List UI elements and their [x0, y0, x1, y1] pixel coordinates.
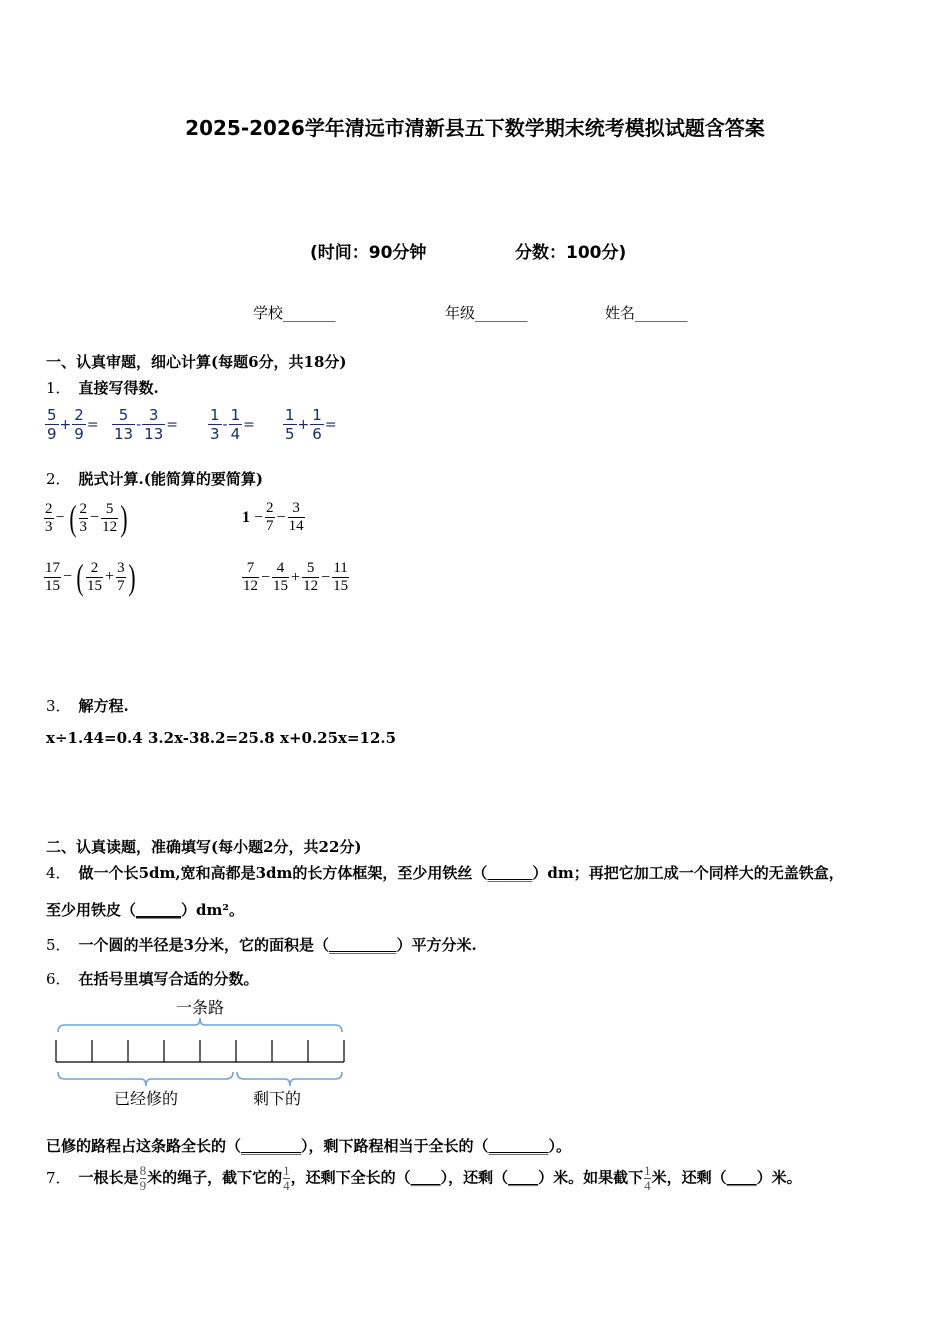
- q1-item-3-eq: =: [243, 416, 255, 433]
- q3-number: 3．: [46, 697, 71, 715]
- q2-text: 脱式计算.(能简算的要简算): [78, 470, 263, 488]
- q1-item-1-eq: =: [86, 416, 99, 433]
- exam-score: 分数：100分): [515, 243, 627, 263]
- road-segments: [56, 1040, 344, 1062]
- top-brace: [58, 1018, 342, 1032]
- q7-frac-1: $\frac{8}{9}$: [139, 1163, 147, 1193]
- q1-item-4: [283, 406, 338, 443]
- q7-blank-2[interactable]: ____: [508, 1168, 539, 1187]
- section1-heading: 一、认真审题，细心计算(每题6分，共18分): [46, 353, 347, 371]
- q1-item-4-frac-b: $\frac{1}{6}$: [312, 406, 322, 443]
- page-title: 2025-2026学年清远市清新县五下数学期末统考模拟试题含答案: [185, 116, 765, 140]
- q1-item-2-frac-b: $\frac{3}{13}$: [144, 406, 164, 443]
- q4-line-2: 至少用铁皮（______）dm²。: [46, 901, 244, 919]
- q1-number: 1．: [46, 379, 71, 397]
- road-done-label: 已经修的: [113, 1089, 179, 1108]
- road-total-label: 一条路: [175, 998, 225, 1017]
- q1-item-1-frac-a: $\frac{5}{9}$: [47, 406, 57, 443]
- q1-item-2-eq: =: [166, 416, 178, 433]
- q1-item-2-op: -: [136, 416, 142, 433]
- q2-expr-4: $\frac{7}{12}$ − $\frac{4}{15}$ + $\frac{5}{12}$ − $\frac{11}{15}$: [243, 560, 349, 594]
- q3-text: 解方程.: [78, 697, 129, 715]
- q2-expr-3: $\frac{17}{15}$ − ( $\frac{2}{15}$ + $\frac{3}{7}$ ): [45, 557, 136, 597]
- q1-item-3-frac-b: $\frac{1}{4}$: [230, 406, 241, 443]
- q3-equation-2: 3.2x-38.2=25.8: [148, 729, 275, 747]
- q4-blank-1[interactable]: ______: [487, 864, 533, 882]
- q6-blank-1[interactable]: ________: [241, 1137, 302, 1155]
- q4-line-1: 4． 做一个长5dm,宽和高都是3dm的长方体框架，至少用铁丝（______）dm；再把它加工成一个同样大的无盖铁盒，: [46, 864, 844, 882]
- q7-number: 7．: [46, 1168, 71, 1187]
- q1-item-2: [112, 406, 179, 443]
- q1-item-3: [208, 406, 256, 443]
- q5-line: 5． 一个圆的半径是3分米，它的面积是（_________）平方分米.: [46, 936, 477, 954]
- grade-field: 年级_______: [445, 304, 528, 322]
- q2-title: [46, 468, 263, 489]
- q2-number: 2．: [46, 470, 71, 488]
- q1-item-1-op: +: [59, 416, 72, 433]
- section2-heading: 二、认真读题，准确填写(每小题2分，共22分): [46, 838, 362, 856]
- q1-title: [46, 377, 159, 398]
- q5-blank[interactable]: _________: [329, 936, 397, 954]
- q7-blank-1[interactable]: ____: [410, 1168, 441, 1187]
- q6-title: [46, 968, 259, 989]
- q7-frac-2: $\frac{1}{4}$: [283, 1163, 290, 1193]
- q1-item-3-frac-a: $\frac{1}{3}$: [210, 406, 220, 443]
- q1-item-1-frac-b: $\frac{2}{9}$: [74, 406, 84, 443]
- q7-blank-3[interactable]: ____: [726, 1168, 757, 1187]
- q6-answer-line: 已修的路程占这条路全长的（________），剩下路程相当于全长的（________）。: [46, 1137, 572, 1155]
- q3-title: [46, 695, 129, 716]
- q7-line: 7． 一根长是 $\frac{8}{9}$ 米的绳子，截下它的 $\frac{1}{4}$ ，还剩下全长的（____），还剩（____）米。如果截下 $\frac{1}{4}$ 米，还剩（____）米。: [46, 1163, 802, 1193]
- q1-item-4-eq: =: [324, 416, 337, 433]
- q1-item-4-frac-a: $\frac{1}{5}$: [285, 406, 295, 443]
- name-field: 姓名_______: [605, 304, 688, 322]
- done-brace: [58, 1072, 233, 1086]
- q5-number: 5．: [46, 936, 71, 954]
- q2-expr-2: 1 − $\frac{2}{7}$ − $\frac{3}{14}$: [242, 500, 304, 534]
- q4-number: 4．: [46, 864, 71, 882]
- q2-expr-1: $\frac{2}{3}$ − ( $\frac{2}{3}$ − $\frac{5}{12}$ ): [45, 498, 128, 538]
- q7-frac-3: $\frac{1}{4}$: [644, 1163, 651, 1193]
- exam-time: (时间：90分钟: [310, 243, 427, 263]
- q1-text: 直接写得数.: [78, 379, 159, 397]
- q6-text: 在括号里填写合适的分数。: [78, 970, 259, 988]
- remaining-brace: [237, 1072, 342, 1086]
- q1-item-2-frac-a: $\frac{5}{13}$: [114, 406, 134, 443]
- road-remaining-label: 剩下的: [252, 1089, 302, 1108]
- q1-item-3-op: -: [222, 416, 228, 433]
- road-diagram: [48, 992, 353, 1112]
- q1-item-1: [45, 406, 100, 443]
- q3-equation-1: x÷1.44=0.4: [46, 729, 143, 747]
- q3-equation-3: x+0.25x=12.5: [280, 729, 397, 747]
- q4-blank-2[interactable]: ______: [136, 901, 182, 919]
- q6-number: 6．: [46, 970, 71, 988]
- q6-blank-2[interactable]: ________: [488, 1137, 549, 1155]
- school-field: 学校_______: [253, 304, 336, 322]
- q1-item-4-op: +: [297, 416, 310, 433]
